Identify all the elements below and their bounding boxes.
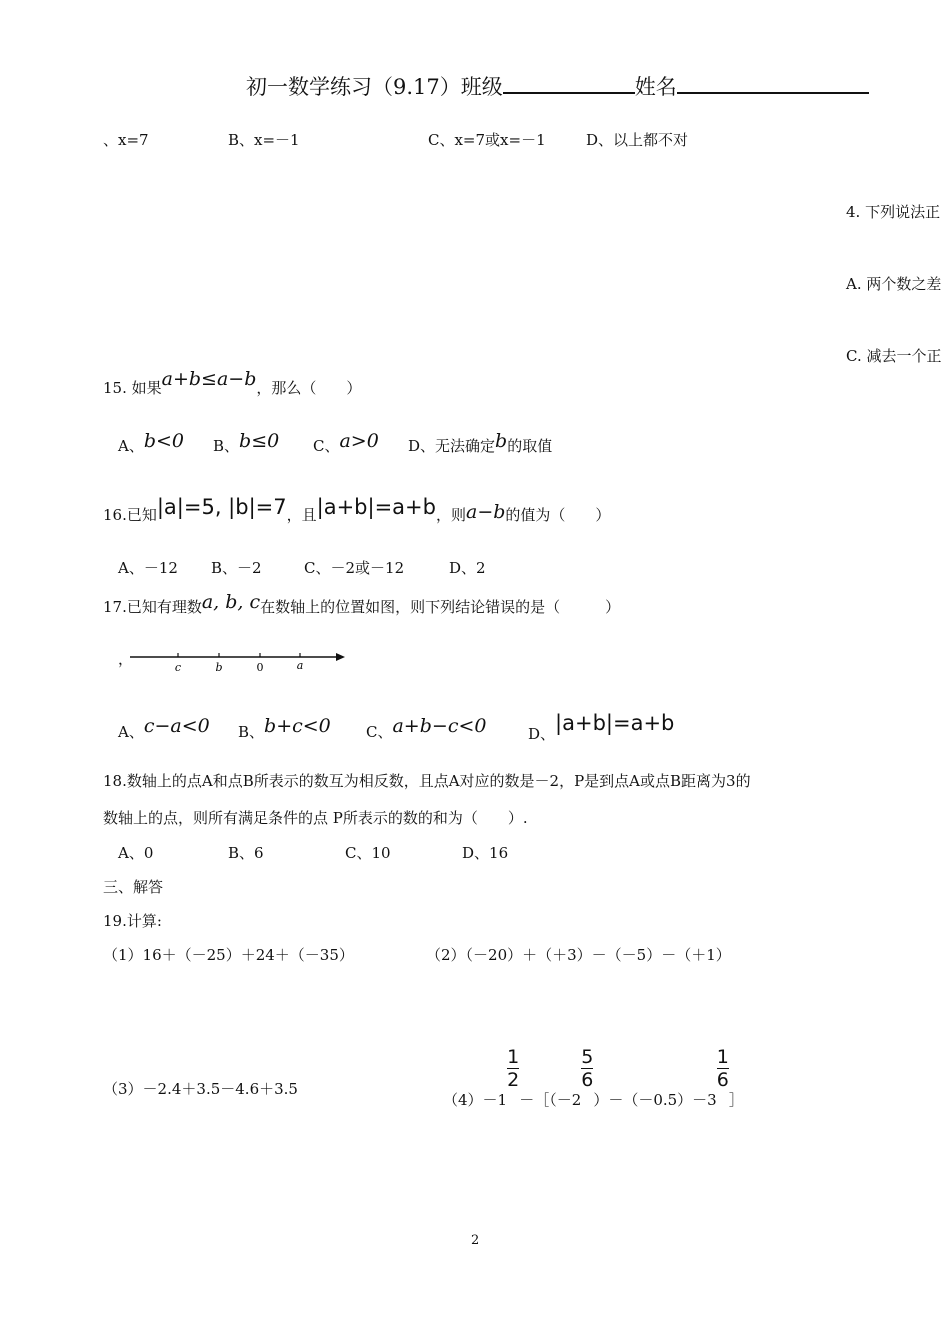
q16-option-d: D、2 bbox=[449, 559, 486, 577]
number-line-arrow bbox=[336, 653, 345, 661]
label-c: c bbox=[174, 661, 182, 674]
q18-option-d: D、16 bbox=[462, 844, 509, 862]
q17-lead: ， bbox=[118, 650, 134, 668]
label-a: a bbox=[296, 659, 304, 672]
q4-stem: 4. 下列说法正 bbox=[846, 203, 941, 221]
prev-option-d: D、以上都不对 bbox=[586, 131, 689, 149]
fraction-one-sixth: $\frac{1}{6}$ bbox=[716, 1046, 729, 1091]
q15-option-d: D、无法确定b的取值 bbox=[408, 430, 553, 455]
q16-option-c: C、－2或－12 bbox=[304, 559, 405, 577]
q15-prefix: 15. 如果 bbox=[103, 379, 162, 397]
q18-option-a: A、0 bbox=[118, 844, 154, 862]
q15-condition: a+b≤a−b bbox=[161, 368, 257, 390]
q15-stem bbox=[103, 368, 362, 398]
prev-option-a: 、x=7 bbox=[103, 131, 149, 149]
q16-expression: a−b bbox=[466, 501, 506, 523]
q18-line-2: 数轴上的点，则所有满足条件的点 P所表示的数的和为（ ）. bbox=[103, 809, 528, 827]
q15-option-b: B、b≤0 bbox=[213, 430, 280, 455]
name-label: 姓名 bbox=[634, 75, 677, 99]
name-blank bbox=[677, 70, 869, 94]
q17-option-d: D、|a+b|=a+b bbox=[528, 711, 675, 743]
prev-option-b: B、x=－1 bbox=[228, 131, 300, 149]
q19-part-1: （1）16＋（－25）＋24＋（－35） bbox=[103, 946, 354, 964]
number-line-figure bbox=[126, 645, 351, 677]
q16-option-b: B、－2 bbox=[211, 559, 262, 577]
q18-line-1: 18.数轴上的点A和点B所表示的数互为相反数，且点A对应的数是－2，P是到点A或点B距离为3的 bbox=[103, 772, 751, 790]
q15-suffix: ，那么（ ） bbox=[256, 379, 362, 397]
fraction-one-half: $\frac{1}{2}$ bbox=[507, 1046, 520, 1091]
section-heading: 三、解答 bbox=[103, 878, 164, 896]
q17-option-a: A、c−a<0 bbox=[118, 715, 210, 741]
fraction-five-sixths: $\frac{5}{6}$ bbox=[581, 1046, 594, 1091]
title-text: 初一数学练习（9.17）班级 bbox=[246, 75, 503, 99]
class-blank bbox=[503, 70, 635, 94]
q17-option-c: C、a+b−c<0 bbox=[366, 715, 487, 741]
q16-stem: 16.已知|a|=5, |b|=7，且|a+b|=a+b，则a−b的值为（ ） bbox=[103, 495, 611, 524]
label-zero: 0 bbox=[256, 661, 264, 674]
q19-stem: 19.计算: bbox=[103, 912, 162, 930]
q19-part-4: （4）－1 $\frac{1}{2}$ －［（－2 $\frac{5}{6}$ ）－（－0.5）－3 $\frac{1}{6}$ ］ bbox=[443, 1046, 744, 1109]
q17-stem: 17.已知有理数a, b, c在数轴上的位置如图，则下列结论错误的是（ ） bbox=[103, 591, 621, 616]
q18-option-c: C、10 bbox=[345, 844, 391, 862]
prev-option-c: C、x=7或x=－1 bbox=[428, 131, 546, 149]
label-b: b bbox=[215, 661, 223, 674]
q16-condition-1: |a|=5, |b|=7 bbox=[156, 495, 287, 519]
q4-option-a: A. 两个数之差 bbox=[846, 275, 942, 293]
q16-condition-2: |a+b|=a+b bbox=[316, 495, 436, 519]
q15-option-c: C、a>0 bbox=[313, 430, 379, 455]
q16-option-a: A、－12 bbox=[118, 559, 178, 577]
q18-option-b: B、6 bbox=[228, 844, 264, 862]
q4-option-c: C. 减去一个正 bbox=[846, 347, 942, 365]
q17-option-b: B、b+c<0 bbox=[238, 715, 331, 741]
page-title bbox=[246, 70, 869, 101]
q15-option-a: A、b<0 bbox=[118, 430, 185, 455]
q19-part-2: （2）（－20）＋（＋3）－（－5）－（＋1） bbox=[426, 946, 731, 964]
q17-variables: a, b, c bbox=[201, 591, 261, 613]
q19-part-3: （3）－2.4＋3.5－4.6＋3.5 bbox=[103, 1080, 298, 1098]
page-number: 2 bbox=[471, 1233, 480, 1248]
